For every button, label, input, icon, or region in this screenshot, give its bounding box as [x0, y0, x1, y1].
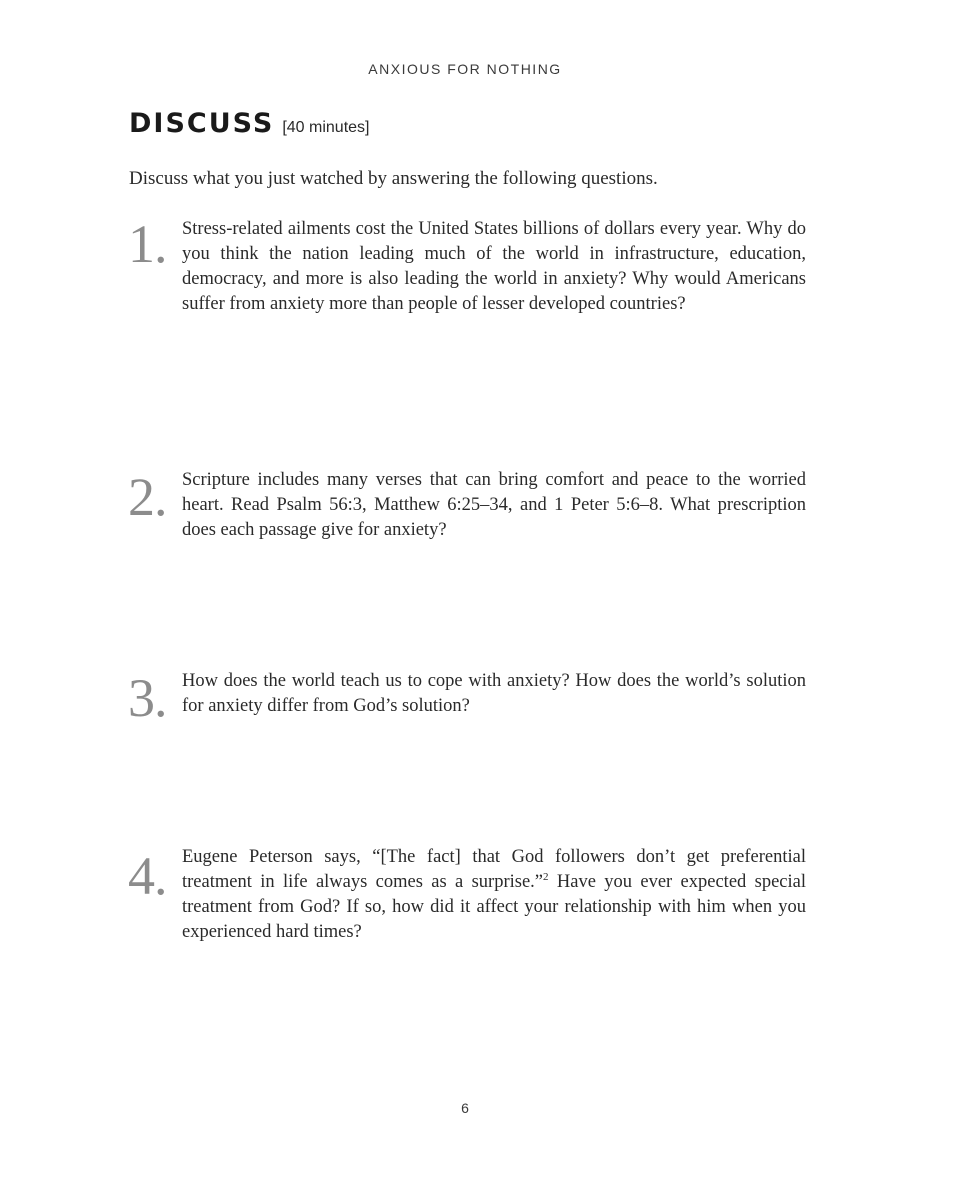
section-heading	[129, 108, 369, 139]
intro-text: Discuss what you just watched by answering the following questions.	[129, 168, 658, 189]
question-text-before: Eugene Peterson says, “[The fact] that God followers don’t get preferential treatment in life always comes as a surprise.”	[182, 847, 806, 892]
question-number: 1.	[128, 214, 167, 274]
question-text-after: Have you ever expected special treatment from God? If so, how did it affect your relationship with him when you experienced hard times?	[182, 872, 807, 942]
question-number: 2.	[128, 467, 167, 527]
page-number: 6	[461, 1100, 469, 1116]
running-head: ANXIOUS FOR NOTHING	[368, 61, 562, 77]
footnote-marker: 2	[543, 870, 549, 883]
question-text: Stress-related ailments cost the United States billions of dollars every year. Why do you think the nation leading much of the world in infrastructure, education, democracy, and more is also leading the world in anxiety? Why would Americans suffer from anxiety more than people of lesser developed countries?	[182, 219, 806, 314]
question-text	[182, 845, 806, 945]
question-number: 4.	[128, 846, 167, 906]
question-text: Scripture includes many verses that can bring comfort and peace to the worried heart. Read Psalm 56:3, Matthew 6:25–34, and 1 Peter 5:6–8. What prescription does each passage give for anxiety?	[182, 470, 806, 540]
section-duration: [40 minutes]	[282, 119, 370, 136]
section-title: DISCUSS	[129, 108, 275, 139]
question-text: How does the world teach us to cope with anxiety? How does the world’s solution for anxiety differ from God’s solution?	[182, 671, 806, 716]
question-number: 3.	[128, 668, 167, 728]
